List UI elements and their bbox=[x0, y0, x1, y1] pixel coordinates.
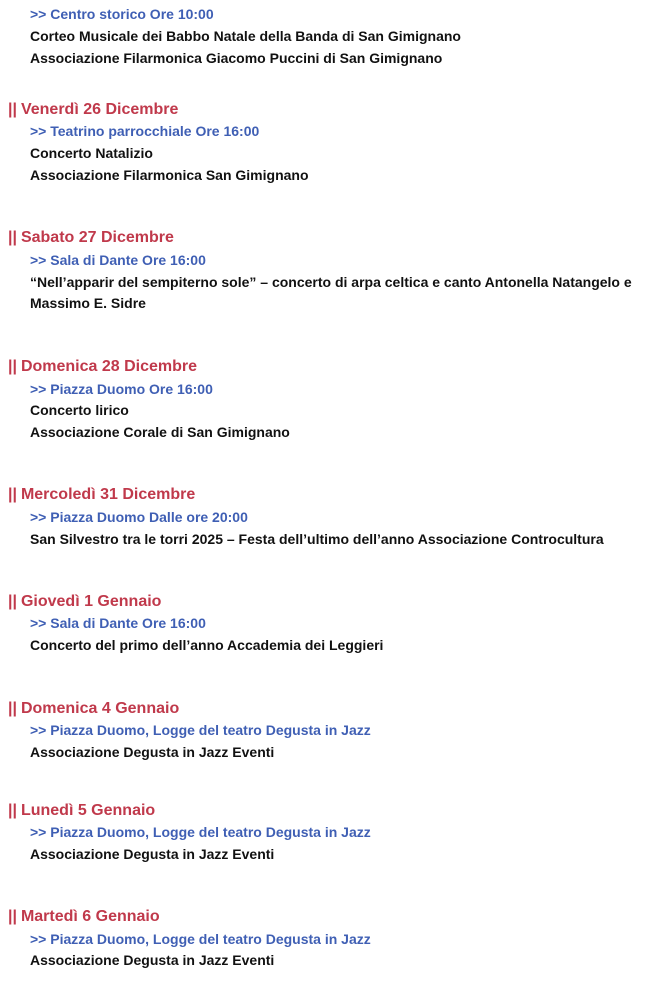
event-date bbox=[8, 485, 195, 505]
event-organizer: Associazione Degusta in Jazz Eventi bbox=[30, 846, 275, 862]
event-date-label: Venerdì 26 Dicembre bbox=[20, 101, 179, 118]
event-organizer: Associazione Filarmonica Giacomo Puccini di San Gimignano bbox=[30, 50, 443, 66]
event-date-label: Giovedì 1 Gennaio bbox=[20, 593, 162, 610]
event-title: Concerto lirico bbox=[30, 402, 129, 418]
event-date bbox=[8, 100, 178, 120]
event-title: Corteo Musicale dei Babbo Natale della Banda di San Gimignano bbox=[30, 28, 461, 44]
event-venue: >> Piazza Duomo, Logge del teatro Degusta in Jazz bbox=[30, 722, 371, 738]
event-date bbox=[8, 357, 197, 377]
date-marker: || bbox=[8, 593, 17, 610]
event-date-label: Domenica 28 Dicembre bbox=[20, 358, 198, 375]
date-marker: || bbox=[8, 802, 17, 819]
event-organizer: Associazione Filarmonica San Gimignano bbox=[30, 167, 309, 183]
event-date bbox=[8, 699, 179, 719]
event-venue: >> Piazza Duomo, Logge del teatro Degusta in Jazz bbox=[30, 931, 371, 947]
date-marker: || bbox=[8, 229, 17, 246]
event-date-label: Martedì 6 Gennaio bbox=[20, 908, 160, 925]
date-marker: || bbox=[8, 101, 17, 118]
event-venue: >> Centro storico Ore 10:00 bbox=[30, 6, 214, 22]
event-date bbox=[8, 592, 161, 612]
event-venue: >> Sala di Dante Ore 16:00 bbox=[30, 615, 206, 631]
event-title: Concerto del primo dell’anno Accademia dei Leggieri bbox=[30, 637, 384, 653]
date-marker: || bbox=[8, 486, 17, 503]
event-venue: >> Teatrino parrocchiale Ore 16:00 bbox=[30, 123, 260, 139]
event-date bbox=[8, 228, 174, 248]
date-marker: || bbox=[8, 908, 17, 925]
event-venue: >> Sala di Dante Ore 16:00 bbox=[30, 252, 206, 268]
event-venue: >> Piazza Duomo Ore 16:00 bbox=[30, 381, 213, 397]
event-title: “Nell’apparir del sempiterno sole” – concerto di arpa celtica e canto Antonella Natangelo e bbox=[30, 274, 632, 290]
event-venue: >> Piazza Duomo, Logge del teatro Degusta in Jazz bbox=[30, 824, 371, 840]
event-date-label: Domenica 4 Gennaio bbox=[20, 700, 180, 717]
event-title: San Silvestro tra le torri 2025 – Festa dell’ultimo dell’anno Associazione Controcultura bbox=[30, 531, 604, 547]
event-date-label: Sabato 27 Dicembre bbox=[20, 229, 174, 246]
event-organizer: Associazione Corale di San Gimignano bbox=[30, 424, 290, 440]
date-marker: || bbox=[8, 700, 17, 717]
event-organizer: Associazione Degusta in Jazz Eventi bbox=[30, 744, 275, 760]
event-date-label: Lunedì 5 Gennaio bbox=[20, 802, 156, 819]
event-organizer: Associazione Degusta in Jazz Eventi bbox=[30, 952, 275, 968]
event-venue: >> Piazza Duomo Dalle ore 20:00 bbox=[30, 509, 248, 525]
date-marker: || bbox=[8, 358, 17, 375]
event-date bbox=[8, 801, 155, 821]
event-title-continued: Massimo E. Sidre bbox=[30, 295, 146, 311]
event-date-label: Mercoledì 31 Dicembre bbox=[20, 486, 196, 503]
event-date bbox=[8, 907, 160, 927]
event-title: Concerto Natalizio bbox=[30, 145, 153, 161]
